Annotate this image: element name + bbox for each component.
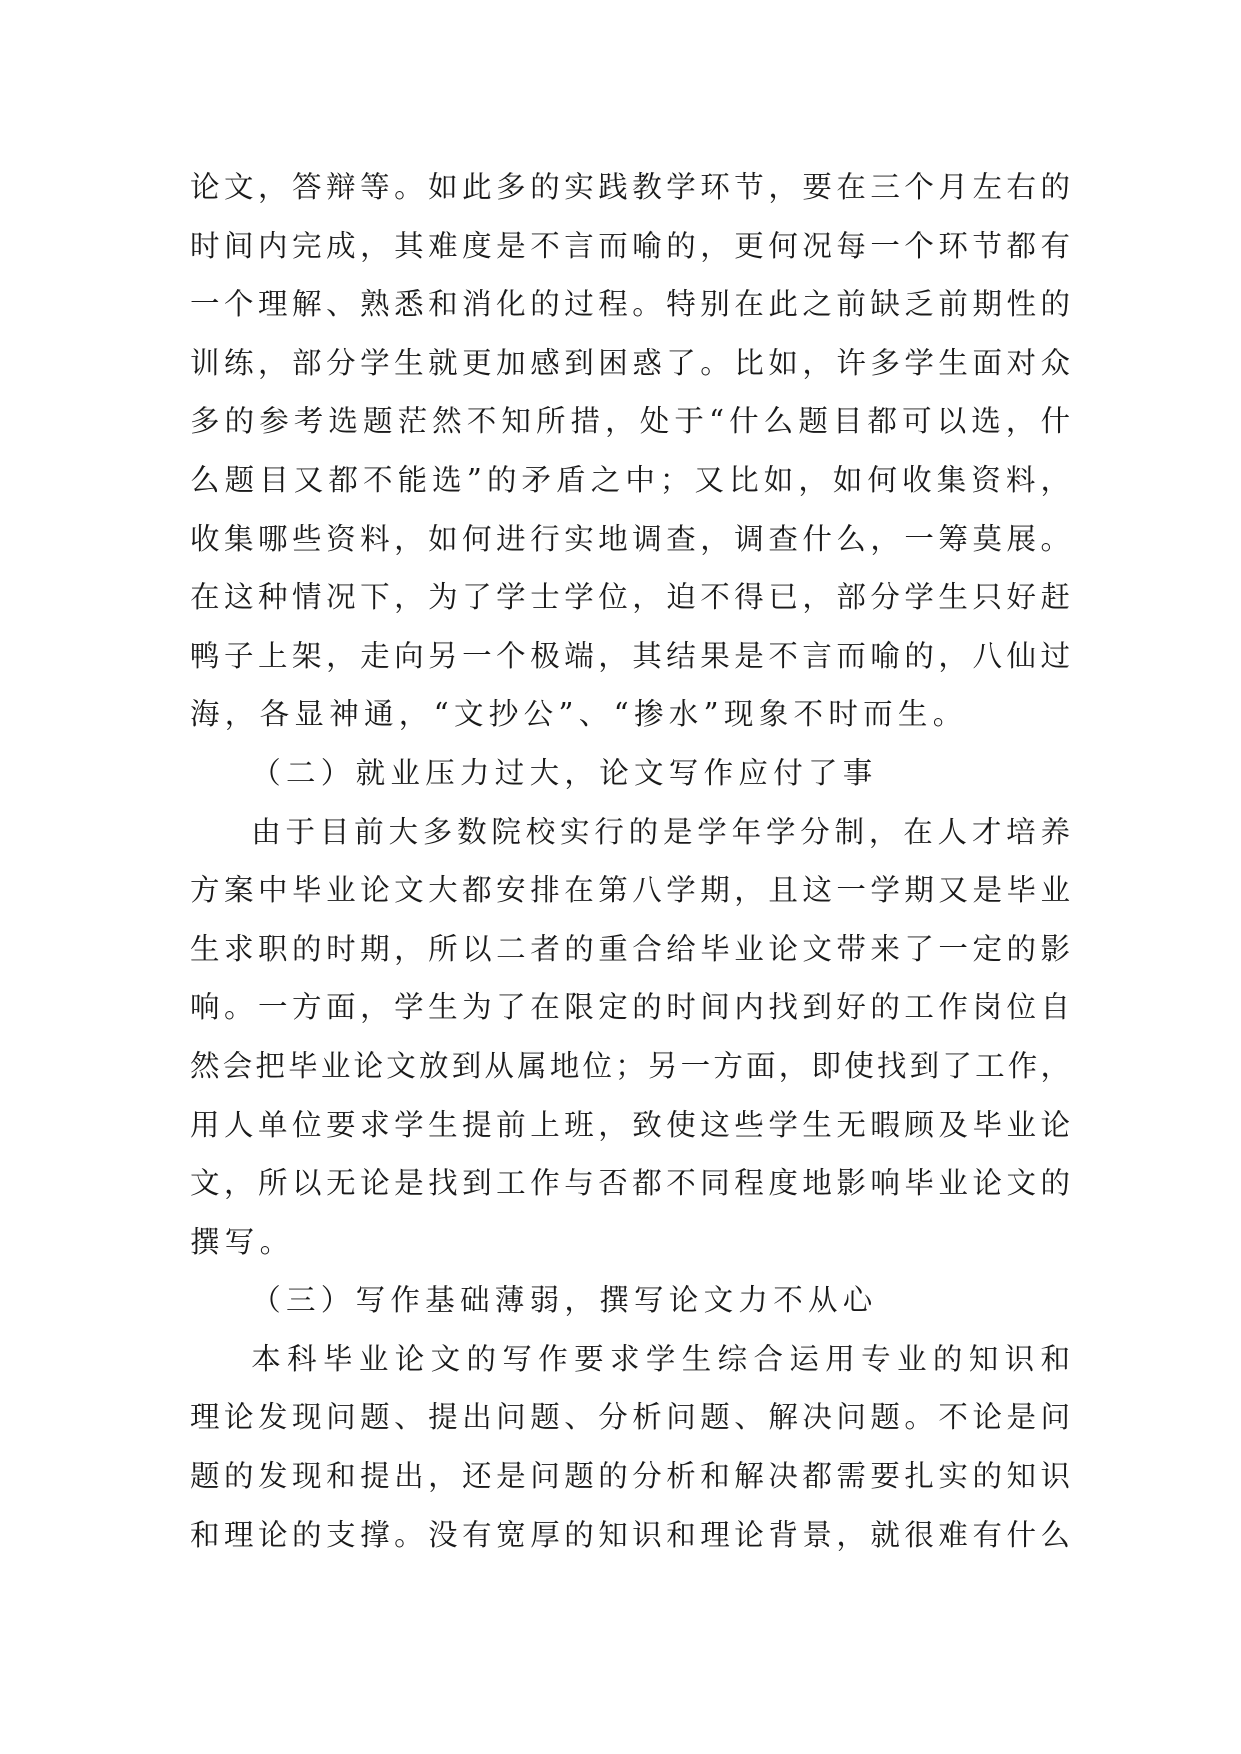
text-line: 鸭子上架，走向另一个极端，其结果是不言而喻的，八仙过 xyxy=(190,638,1070,673)
text-line: 题的发现和提出，还是问题的分析和解决都需要扎实的知识 xyxy=(190,1459,1070,1494)
text-line: 生求职的时期，所以二者的重合给毕业论文带来了一定的影 xyxy=(190,931,1070,966)
text-line: （三）写作基础薄弱，撰写论文力不从心 xyxy=(251,1283,878,1318)
text-line: 撰写。 xyxy=(190,1224,295,1259)
text-line: 和理论的支撑。没有宽厚的知识和理论背景，就很难有什么 xyxy=(190,1517,1070,1552)
text-line: 响。一方面，学生为了在限定的时间内找到好的工作岗位自 xyxy=(190,990,1070,1025)
text-line: 在这种情况下，为了学士学位，迫不得已，部分学生只好赶 xyxy=(190,580,1070,615)
document-body xyxy=(190,158,1070,1564)
text-line: 由于目前大多数院校实行的是学年学分制，在人才培养 xyxy=(251,814,1070,849)
text-line: （二）就业压力过大，论文写作应付了事 xyxy=(251,755,878,790)
text-line: 理论发现问题、提出问题、分析问题、解决问题。不论是问 xyxy=(190,1400,1070,1435)
text-line: 用人单位要求学生提前上班，致使这些学生无暇顾及毕业论 xyxy=(190,1107,1070,1142)
text-line: 论文，答辩等。如此多的实践教学环节，要在三个月左右的 xyxy=(190,170,1070,204)
text-line: 多的参考选题茫然不知所措，处于“什么题目都可以选，什 xyxy=(190,404,1070,439)
text-line: 么题目又都不能选”的矛盾之中；又比如，如何收集资料， xyxy=(190,462,1070,497)
text-line: 本科毕业论文的写作要求学生综合运用专业的知识和 xyxy=(251,1341,1070,1376)
text-line: 一个理解、熟悉和消化的过程。特别在此之前缺乏前期性的 xyxy=(190,287,1070,322)
text-line: 文，所以无论是找到工作与否都不同程度地影响毕业论文的 xyxy=(190,1166,1070,1201)
text-line: 海，各显神通，“文抄公”、“掺水”现象不时而生。 xyxy=(190,697,968,732)
text-line: 收集哪些资料，如何进行实地调查，调查什么，一筹莫展。 xyxy=(190,521,1070,556)
text-line: 训练，部分学生就更加感到困惑了。比如，许多学生面对众 xyxy=(190,345,1070,380)
text-line: 然会把毕业论文放到从属地位；另一方面，即使找到了工作， xyxy=(190,1048,1070,1083)
text-line: 时间内完成，其难度是不言而喻的，更何况每一个环节都有 xyxy=(190,228,1070,263)
text-line: 方案中毕业论文大都安排在第八学期，且这一学期又是毕业 xyxy=(190,873,1070,908)
